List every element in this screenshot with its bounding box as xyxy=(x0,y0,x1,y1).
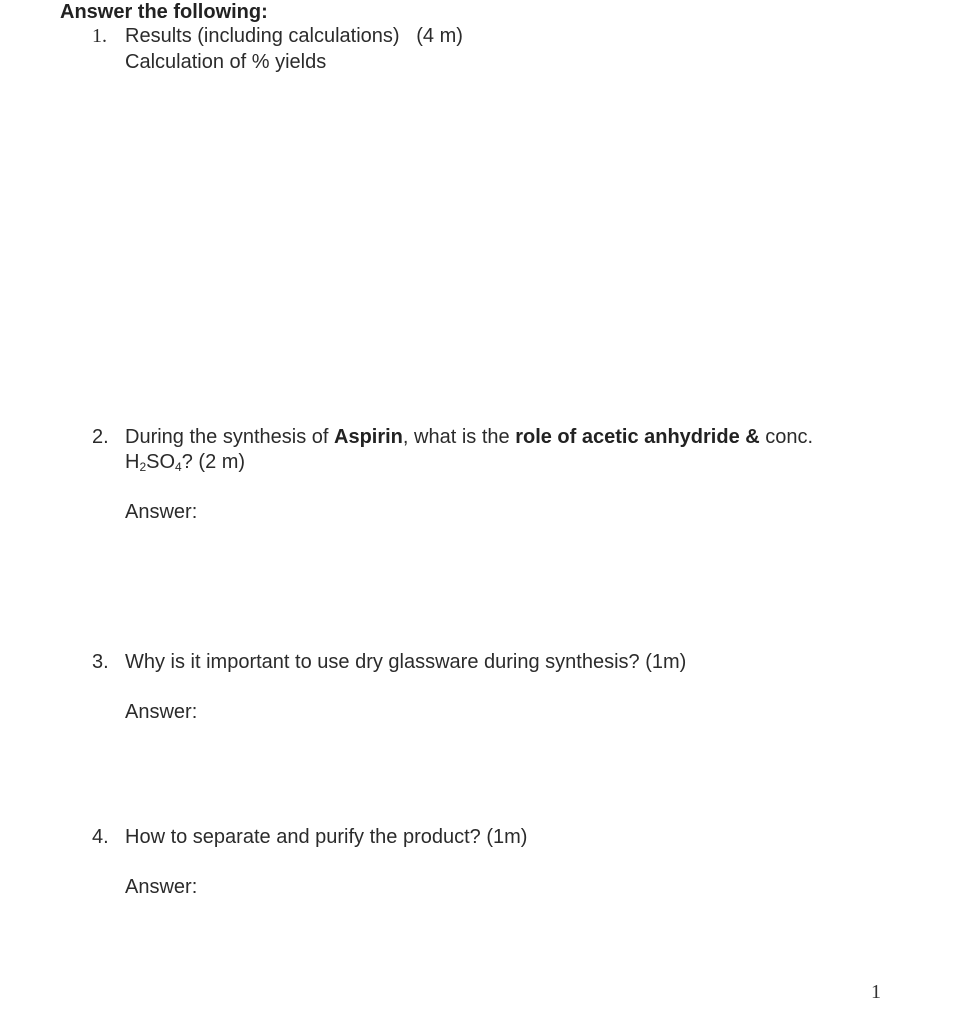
q2-formula-sub-4: 4 xyxy=(175,460,182,474)
q2-bold-aspirin: Aspirin xyxy=(334,426,403,448)
question-4-number: 4. xyxy=(92,826,109,848)
question-1-text: Results (including calculations) (4 m) xyxy=(125,25,463,47)
question-4-answer-label: Answer: xyxy=(125,876,198,898)
question-3-number: 3. xyxy=(92,651,109,673)
question-1-subtext: Calculation of % yields xyxy=(125,51,327,73)
question-4-text: How to separate and purify the product? (1m) xyxy=(125,826,528,848)
question-2-answer-label: Answer: xyxy=(125,501,198,523)
q2-text-c: , what is the xyxy=(402,426,516,448)
q2-text-a: During the synthesis of xyxy=(125,426,334,448)
page-number: 1 xyxy=(871,981,881,1003)
q2-formula-sub-2: 2 xyxy=(139,460,147,474)
question-2-text-line-2 xyxy=(125,449,245,475)
question-1-number: 1. xyxy=(92,25,107,47)
q2-text-marks: ? (2 m) xyxy=(181,451,246,473)
question-3-answer-label: Answer: xyxy=(125,701,198,723)
question-3-text: Why is it important to use dry glassware during synthesis? (1m) xyxy=(125,651,687,673)
q2-formula-so: SO xyxy=(146,451,176,473)
section-heading: Answer the following: xyxy=(60,1,268,23)
question-2-text-line-1 xyxy=(125,424,813,450)
question-2-number: 2. xyxy=(92,426,109,448)
q2-text-e: conc. xyxy=(759,426,814,448)
q2-formula-h: H xyxy=(125,451,140,473)
q2-bold-role: role of acetic anhydride & xyxy=(515,426,760,448)
